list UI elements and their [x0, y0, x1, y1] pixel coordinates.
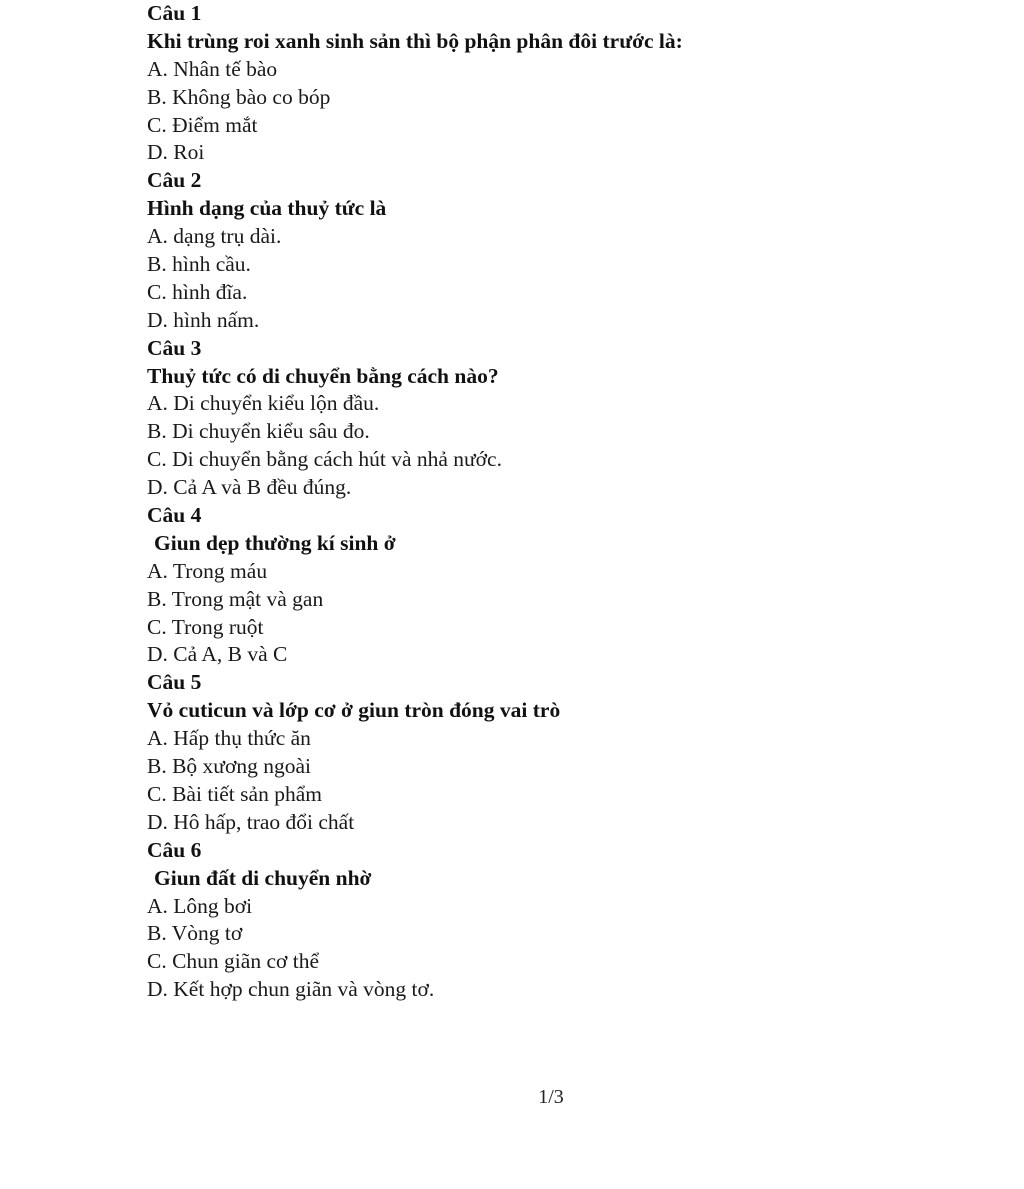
option-c: C. Trong ruột	[147, 614, 264, 639]
option-b: B. Vòng tơ	[147, 921, 243, 946]
option-c: C. Di chuyển bằng cách hút và nhả nước.	[147, 447, 502, 472]
page-number: 1/3	[538, 1086, 564, 1108]
option-a: A. Trong máu	[147, 558, 268, 583]
option-b: B. Bộ xương ngoài	[147, 754, 311, 779]
question-number: Câu 6	[147, 837, 202, 862]
question-number: Câu 5	[147, 670, 202, 695]
option-d: D. hình nấm.	[147, 307, 260, 332]
question-text: Hình dạng của thuỷ tức là	[147, 196, 387, 221]
question-3	[147, 335, 987, 502]
question-text: Vỏ cuticun và lớp cơ ở giun tròn đóng vai trò	[147, 698, 561, 723]
question-text: Giun dẹp thường kí sinh ở	[154, 530, 396, 555]
option-c: C. Chun giãn cơ thể	[147, 949, 319, 974]
option-a: A. Nhân tế bào	[147, 56, 278, 81]
option-d: D. Hô hấp, trao đổi chất	[147, 809, 355, 834]
option-c: C. Điểm mắt	[147, 112, 258, 137]
option-b: B. Trong mật và gan	[147, 586, 324, 611]
option-a: A. Di chuyển kiểu lộn đầu.	[147, 391, 380, 416]
option-b: B. hình cầu.	[147, 252, 251, 277]
question-5	[147, 669, 987, 836]
option-c: C. hình đĩa.	[147, 279, 248, 304]
option-d: D. Kết hợp chun giãn và vòng tơ.	[147, 977, 435, 1002]
question-2	[147, 167, 987, 334]
question-number: Câu 4	[147, 503, 202, 528]
option-c: C. Bài tiết sản phẩm	[147, 781, 322, 806]
question-text: Giun đất di chuyển nhờ	[154, 865, 372, 890]
question-text: Khi trùng roi xanh sinh sản thì bộ phận phân đôi trước là:	[147, 28, 683, 53]
question-number: Câu 2	[147, 168, 202, 193]
question-4	[147, 502, 987, 669]
option-b: B. Di chuyển kiểu sâu đo.	[147, 419, 370, 444]
question-list	[147, 0, 987, 1004]
option-a: A. dạng trụ dài.	[147, 224, 282, 249]
option-d: D. Roi	[147, 140, 205, 165]
option-d: D. Cả A, B và C	[147, 642, 288, 667]
option-a: A. Hấp thụ thức ăn	[147, 726, 311, 751]
question-6	[147, 837, 987, 1004]
question-text: Thuỷ tức có di chuyển bằng cách nào?	[147, 363, 499, 388]
option-d: D. Cả A và B đều đúng.	[147, 475, 352, 500]
option-a: A. Lông bơi	[147, 893, 253, 918]
option-b: B. Không bào co bóp	[147, 84, 331, 109]
question-number: Câu 1	[147, 1, 202, 25]
question-number: Câu 3	[147, 335, 202, 360]
question-1	[147, 0, 987, 167]
